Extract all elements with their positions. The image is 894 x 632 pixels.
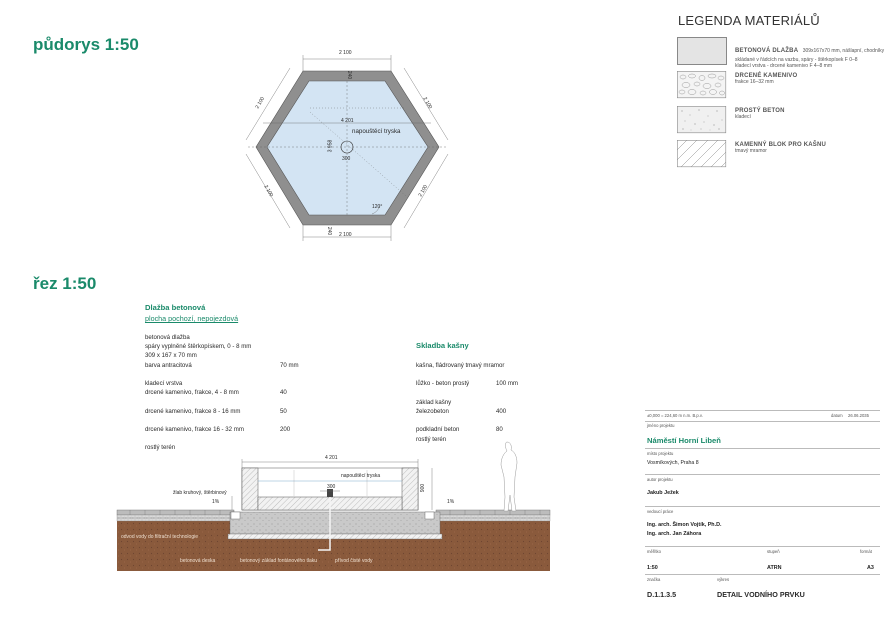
plan-dim-lower-right: 2 100 (417, 184, 429, 198)
layer-text: betonová dlažba (145, 334, 190, 341)
plan-dim-bottom: 2 100 (339, 232, 352, 238)
layer-text: kašna, fládrovaný tmavý mramor (416, 362, 505, 369)
tb-code: D.1.1.3.5 (647, 590, 677, 599)
section-human-figure (501, 442, 517, 511)
layer-text: rostlý terén (145, 444, 176, 452)
paving-title: Dlažba betonová (145, 303, 206, 312)
tb-code-label: značka (647, 577, 661, 582)
plan-dim-upper-right: 2 100 (421, 96, 433, 110)
layer-text: základ kašny (416, 398, 452, 406)
title-block (645, 410, 880, 605)
tb-project: Náměstí Horní Libeň (647, 436, 721, 445)
section-nozzle-label: napouštěcí tryska (341, 473, 381, 479)
fountain-title: Skladba kašny (416, 341, 469, 350)
layer-text: 309 x 167 x 70 mm (145, 352, 197, 360)
section-dim-nozzle: 300 (327, 484, 336, 490)
layer-text: drcené kamenivo, frakce 8 - 16 mm (145, 407, 241, 415)
tb-date-label: datum (831, 413, 843, 418)
legend-desc: kladecí (735, 114, 751, 120)
section-dim-width: 4 201 (325, 455, 338, 461)
fountain-layers (416, 361, 546, 444)
tb-stage: ATRN (767, 565, 782, 571)
tb-format: A3 (867, 565, 874, 571)
section-drain-label: žlab kruhový, štěrbinový (173, 490, 227, 496)
section-slope-right: 1% (447, 499, 455, 505)
legend-desc: frakce 16–32 mm (735, 79, 774, 85)
plan-title: půdorys 1:50 (33, 35, 139, 54)
legend-swatch-stone (677, 140, 727, 168)
tb-drawing: DETAIL VODNÍHO PRVKU (717, 590, 805, 599)
layer-text: železobeton (416, 407, 449, 415)
section-supply-label: přívod čisté vody (335, 558, 373, 564)
plan-dim-top: 2 100 (339, 50, 352, 56)
legend-desc: skládané v řádcích na vazbu, spáry - štěrkopísek F 0–8 (735, 57, 858, 63)
plan-drawing (240, 42, 450, 247)
tb-format-label: formát (860, 549, 872, 554)
plan-dim-wall-bottom: 240 (326, 226, 333, 236)
section-outlet-label: odvod vody do filtrační technologie (121, 534, 198, 540)
section-foundation (230, 512, 440, 534)
legend-item-paving (735, 39, 885, 70)
legend-swatch-paving (677, 37, 727, 65)
tb-stage-label: stupeň (767, 549, 780, 554)
layer-value: 70 mm (280, 361, 299, 369)
legend-swatch-concrete (677, 106, 727, 134)
tb-project-label: jméno projektu (647, 423, 675, 428)
legend-item-concrete (735, 108, 885, 120)
legend-item-stone (735, 142, 885, 154)
paving-subtitle: plocha pochozí, nepojezdová (145, 314, 239, 323)
tb-date: 26.06.2035 (848, 413, 869, 418)
layer-value: 200 (280, 425, 291, 433)
tb-lead-2: Ing. arch. Jan Záhora (647, 531, 702, 537)
layer-value: 400 (496, 407, 507, 415)
section-nozzle (327, 489, 333, 497)
legend-desc: tmavý mramor (735, 148, 767, 154)
section-dim-height: 900 (420, 483, 427, 493)
legend-desc: kladecí vrstva - drcené kamenivo F 4–8 mm (735, 63, 832, 70)
legend-name: PROSTÝ BETON (735, 108, 785, 114)
tb-scale: 1:50 (647, 565, 658, 571)
plan-dim-upper-left: 2 100 (254, 96, 266, 110)
tb-lead-1: Ing. arch. Šimon Vojtík, Ph.D. (647, 522, 722, 528)
layer-text: lůžko - beton prostý (416, 380, 470, 388)
tb-drawing-label: výkres (717, 577, 730, 582)
layer-value: 50 (280, 407, 287, 415)
legend-item-gravel (735, 73, 885, 85)
legend-name: DRCENÉ KAMENIVO (735, 73, 798, 79)
plan-angle: 120° (372, 204, 383, 210)
plan-dim-height: 3 958 (327, 139, 334, 153)
legend-swatch-gravel (677, 71, 727, 99)
plan-dim-nozzle: 300 (342, 156, 351, 162)
legend-inline: 309x167x70 mm, nášlapní, chodníky (802, 48, 885, 54)
layer-text: barva antracitová (145, 361, 192, 369)
layer-value: 100 mm (496, 380, 519, 388)
layer-value: 80 (496, 426, 503, 434)
layer-text: drcené kamenivo, frakce 16 - 32 mm (145, 425, 244, 433)
legend-name: KAMENNÝ BLOK PRO KAŠNU (735, 142, 827, 148)
tb-lead-label: vedoucí práce (647, 509, 674, 514)
legend-title: LEGENDA MATERIÁLŮ (678, 13, 820, 28)
layer-text: drcené kamenivo, frakce, 4 - 8 mm (145, 389, 239, 397)
tb-place-label: místo projektu (647, 451, 674, 456)
tb-elevation: ±0,000 = 224,60 m n.m. B.p.v. (647, 413, 703, 418)
tb-place: Vosmíkových, Praha 8 (647, 460, 699, 466)
plan-dim-lower-left: 2 100 (262, 184, 274, 198)
section-foundation-label: betonový základ fontánového tlaku (240, 558, 317, 564)
layer-text: podkladní beton (416, 426, 460, 434)
layer-text: rostlý terén (416, 435, 447, 443)
layer-text: spáry vyplněné štěrkopískem, 0 - 8 mm (145, 343, 252, 351)
section-slab-label: betonová deska (180, 558, 216, 564)
plan-dim-wall-top: 240 (346, 70, 353, 80)
legend-name: BETONOVÁ DLAŽBA (735, 48, 799, 54)
section-slope-left: 1% (212, 499, 220, 505)
paving-layers (145, 333, 315, 452)
tb-author: Jakub Ježek (647, 490, 679, 496)
layer-text: kladecí vrstva (145, 379, 183, 387)
tb-author-label: autor projektu (647, 477, 673, 482)
section-title: řez 1:50 (33, 274, 97, 293)
plan-dim-width: 4 201 (341, 118, 354, 124)
layer-value: 40 (280, 389, 287, 397)
plan-nozzle-label: napouštěcí tryska (352, 128, 401, 135)
tb-scale-label: měřítko (647, 549, 661, 554)
